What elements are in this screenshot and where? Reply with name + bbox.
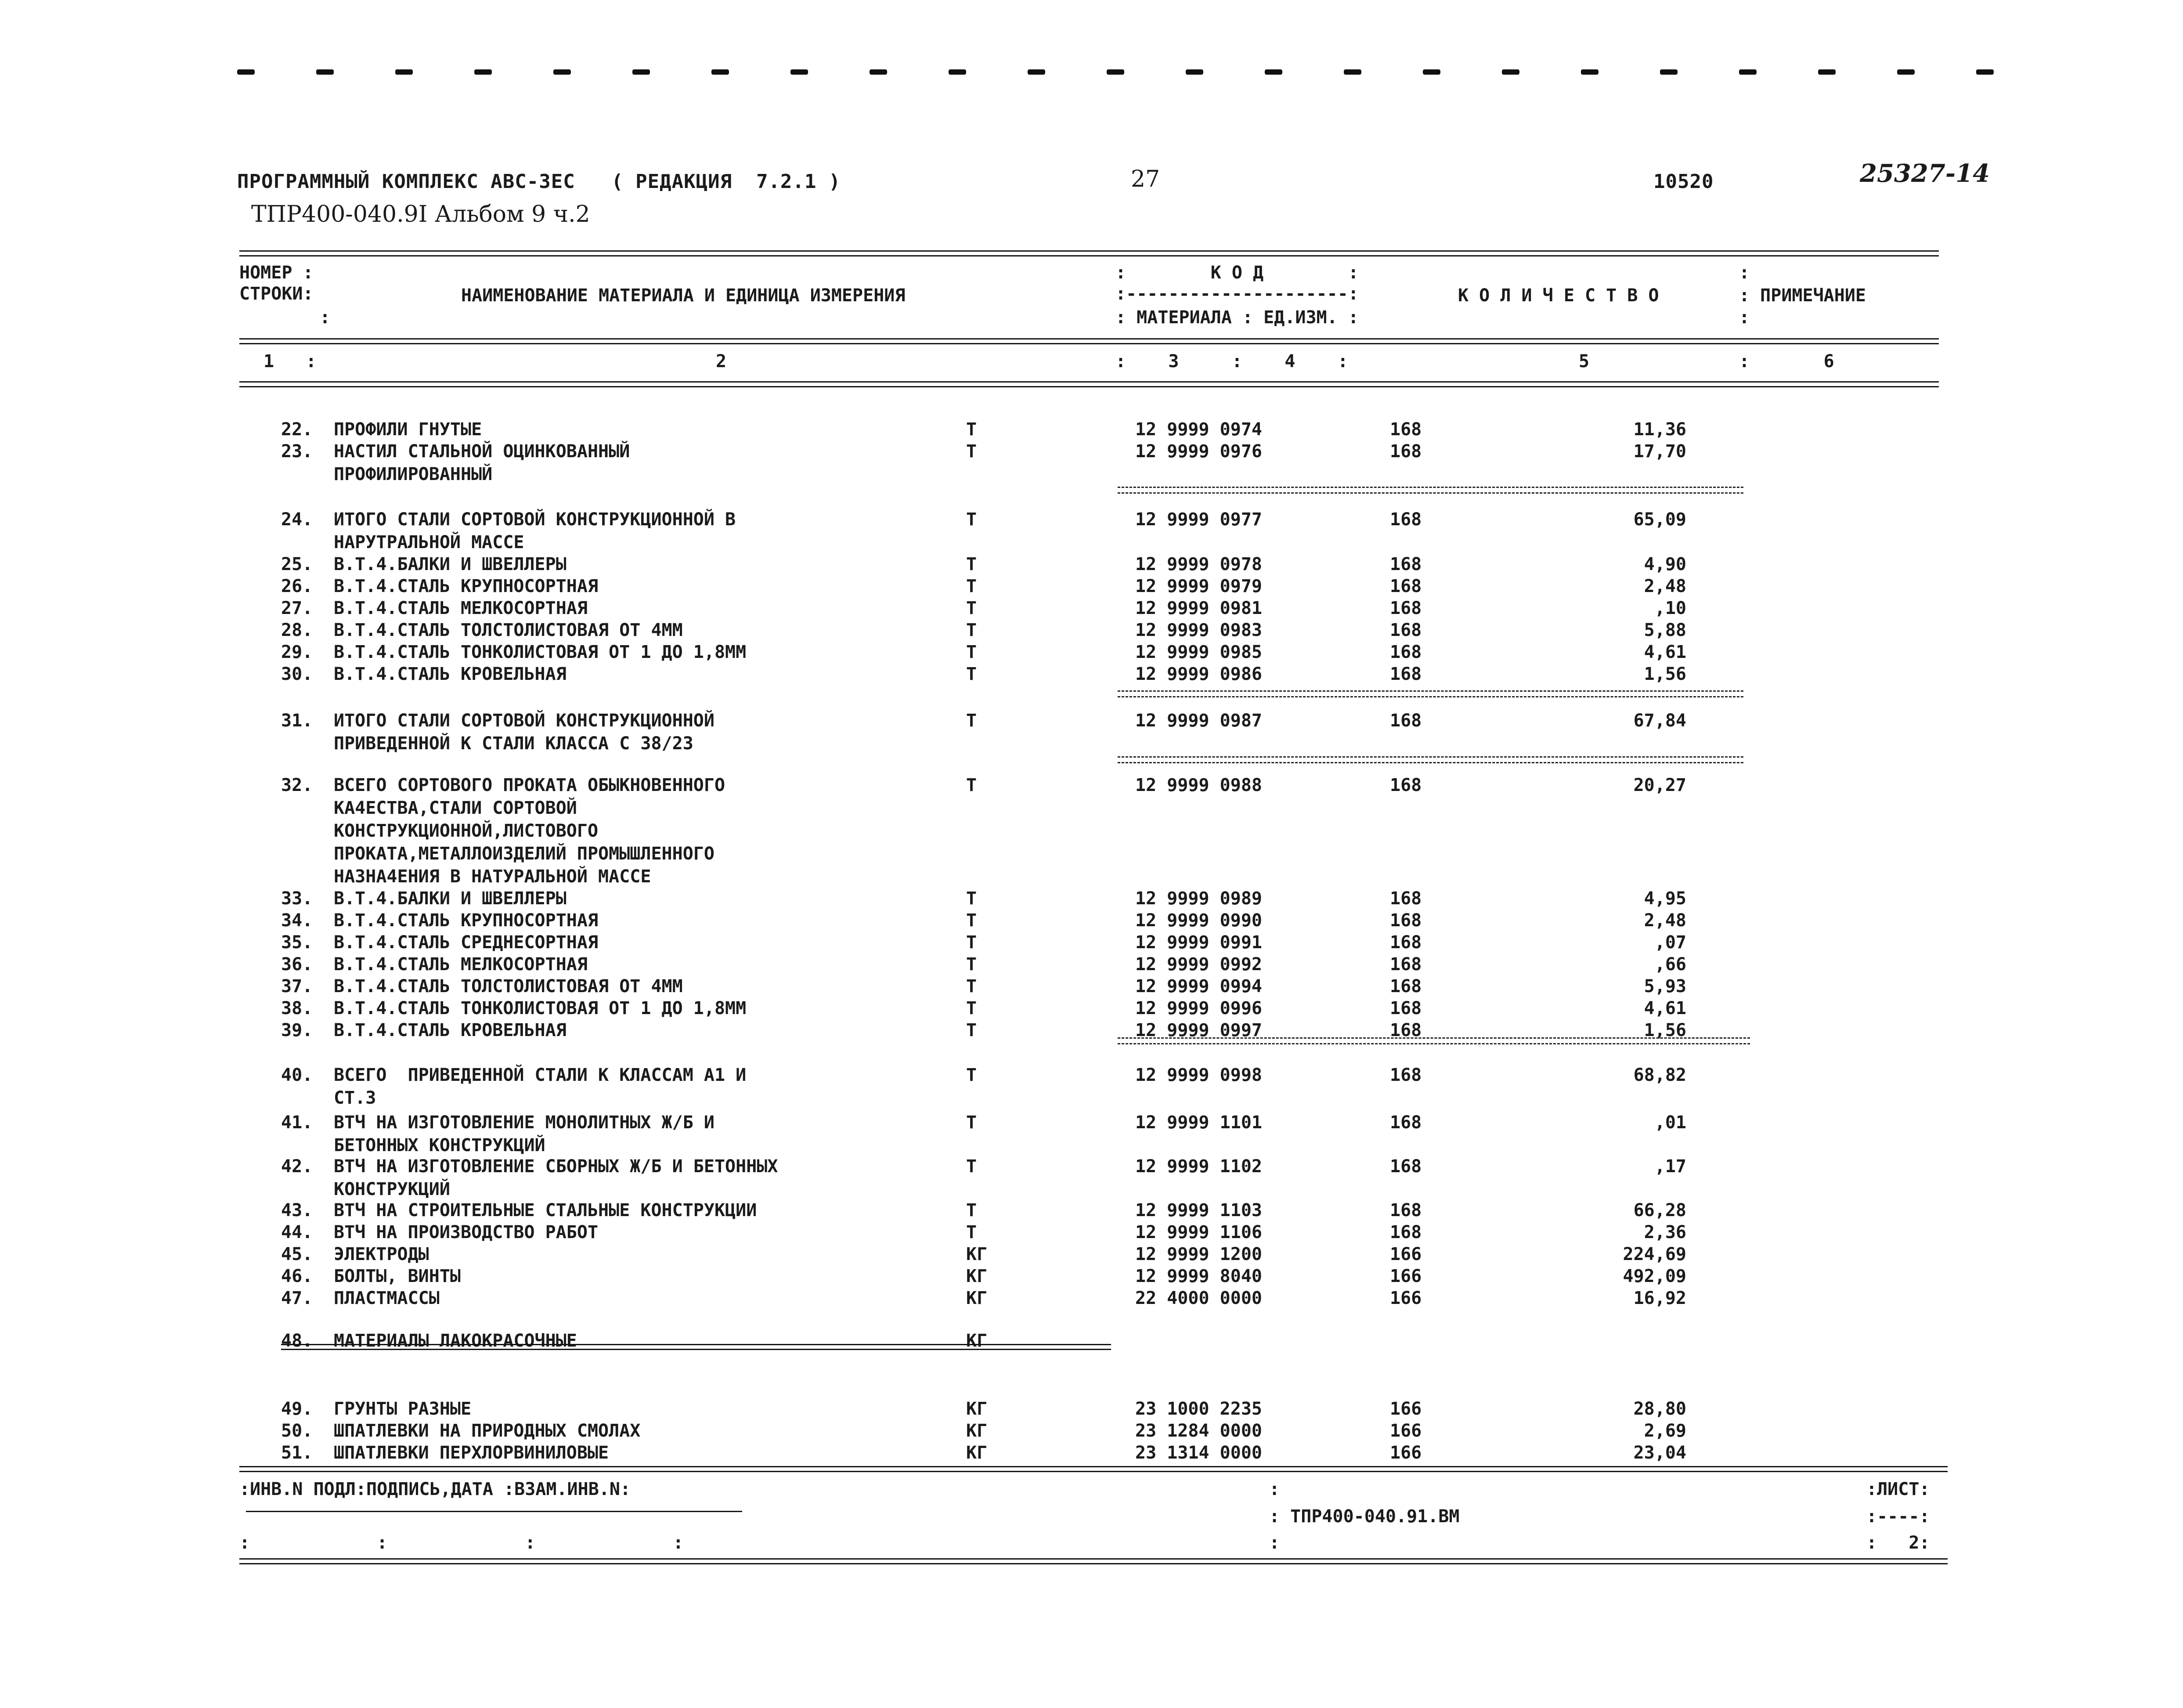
material-name: ПРИВЕДЕННОЙ К СТАЛИ КЛАССА С 38/23	[334, 733, 693, 754]
unit-code: 168	[1390, 1020, 1422, 1040]
material-name: В.Т.4.СТАЛЬ ТОЛСТОЛИСТОВАЯ ОТ 4ММ	[334, 620, 683, 640]
row-number: 22.	[281, 419, 313, 440]
unit: Т	[966, 554, 977, 574]
quantity: 224,69	[1623, 1244, 1686, 1264]
col-rowno-3: :	[320, 307, 331, 328]
quantity: 66,28	[1633, 1200, 1686, 1221]
page-number: 27	[1131, 166, 1160, 192]
material-name: В.Т.4.БАЛКИ И ШВЕЛЛЕРЫ	[334, 554, 566, 574]
unit: Т	[966, 642, 977, 662]
unit-code: 166	[1390, 1399, 1422, 1419]
material-name: В.Т.4.СТАЛЬ КРОВЕЛЬНАЯ	[334, 1020, 566, 1040]
header-bottom-rule	[239, 381, 1939, 387]
subtotal-rule-40	[1118, 1037, 1750, 1044]
quantity: ,17	[1654, 1156, 1686, 1177]
section-rule-48	[281, 1344, 1111, 1350]
col-code-subheader: : МАТЕРИАЛА : ЕД.ИЗМ. :	[1115, 307, 1359, 328]
row-number: 44.	[281, 1222, 313, 1242]
quantity: ,07	[1654, 932, 1686, 953]
material-name: ВТЧ НА ПРОИЗВОДСТВО РАБОТ	[334, 1222, 599, 1242]
material-code: 12 9999 1102	[1135, 1156, 1262, 1177]
material-code: 23 1000 2235	[1135, 1399, 1262, 1419]
material-code: 12 9999 0974	[1135, 419, 1262, 440]
quantity: 28,80	[1633, 1399, 1686, 1419]
col-quantity-separator: :	[1739, 263, 1750, 283]
material-name: В.Т.4.СТАЛЬ ТОНКОЛИСТОВАЯ ОТ 1 ДО 1,8ММ	[334, 642, 747, 662]
album-title: ТПР400-040.9I Альбом 9 ч.2	[251, 201, 590, 227]
material-name: БЕТОННЫХ КОНСТРУКЦИЙ	[334, 1135, 545, 1156]
row-number: 28.	[281, 620, 313, 640]
table-top-rule	[239, 250, 1939, 256]
material-name: ПЛАСТМАССЫ	[334, 1288, 440, 1308]
material-name: НАРУТРАЛЬНОЙ МАССЕ	[334, 532, 524, 552]
unit-code: 168	[1390, 775, 1422, 795]
row-number: 30.	[281, 664, 313, 684]
col-number-1: 1 :	[263, 351, 317, 372]
quantity: 2,69	[1644, 1421, 1686, 1441]
material-code: 12 9999 0983	[1135, 620, 1262, 640]
stamp-signatures: :ИНВ.N ПОДЛ:ПОДПИСЬ,ДАТА :ВЗАМ.ИНВ.N:	[239, 1479, 631, 1499]
col-code-header: : К О Д :	[1115, 263, 1359, 283]
unit-code: 166	[1390, 1288, 1422, 1308]
material-name: В.Т.4.БАЛКИ И ШВЕЛЛЕРЫ	[334, 888, 566, 909]
subtotal-rule-24	[1118, 487, 1743, 494]
material-name: ШПАТЛЕВКИ НА ПРИРОДНЫХ СМОЛАХ	[334, 1421, 641, 1441]
row-number: 23.	[281, 441, 313, 462]
unit-code: 168	[1390, 711, 1422, 731]
col-quantity-header: К О Л И Ч Е С Т В О	[1458, 285, 1659, 306]
material-name: КОНСТРУКЦИЙ	[334, 1179, 450, 1199]
row-number: 40.	[281, 1065, 313, 1085]
material-name: ГРУНТЫ РАЗНЫЕ	[334, 1399, 472, 1419]
material-code: 22 4000 0000	[1135, 1288, 1262, 1308]
unit-code: 168	[1390, 1112, 1422, 1133]
material-name: НАСТИЛ СТАЛЬНОЙ ОЦИНКОВАННЫЙ	[334, 441, 630, 462]
material-name: ВТЧ НА СТРОИТЕЛЬНЫЕ СТАЛЬНЫЕ КОНСТРУКЦИИ	[334, 1200, 757, 1221]
material-code: 12 9999 0994	[1135, 976, 1262, 997]
col-number-6: : 6	[1739, 351, 1834, 372]
col-name-header: НАИМЕНОВАНИЕ МАТЕРИАЛА И ЕДИНИЦА ИЗМЕРЕНИЯ	[461, 285, 906, 306]
material-name: ПРОФИЛИ ГНУТЫЕ	[334, 419, 482, 440]
unit-code: 168	[1390, 932, 1422, 953]
quantity: 4,95	[1644, 888, 1686, 909]
row-number: 33.	[281, 888, 313, 909]
material-code: 12 9999 0998	[1135, 1065, 1262, 1085]
quantity: 2,48	[1644, 576, 1686, 596]
quantity: 65,09	[1633, 509, 1686, 530]
quantity: 4,61	[1644, 642, 1686, 662]
unit: КГ	[966, 1244, 988, 1264]
quantity: 11,36	[1633, 419, 1686, 440]
material-name: В.Т.4.СТАЛЬ МЕЛКОСОРТНАЯ	[334, 598, 588, 618]
row-number: 45.	[281, 1244, 313, 1264]
quantity: 20,27	[1633, 775, 1686, 795]
quantity: ,66	[1654, 954, 1686, 975]
header-mid-rule	[239, 338, 1939, 344]
unit: Т	[966, 664, 977, 684]
col-rowno-1: НОМЕР :	[239, 263, 314, 283]
material-code: 12 9999 0979	[1135, 576, 1262, 596]
material-name: ВТЧ НА ИЗГОТОВЛЕНИЕ СБОРНЫХ Ж/Б И БЕТОННЫХ	[334, 1156, 778, 1177]
unit-code: 168	[1390, 441, 1422, 462]
quantity: 23,04	[1633, 1443, 1686, 1463]
unit: КГ	[966, 1266, 988, 1286]
quantity: 1,56	[1644, 1020, 1686, 1040]
row-number: 29.	[281, 642, 313, 662]
unit-code: 166	[1390, 1266, 1422, 1286]
unit: Т	[966, 576, 977, 596]
col-number-3-4: : 3 : 4 :	[1115, 351, 1348, 372]
stamp-cells: : : : :	[239, 1533, 684, 1553]
row-number: 41.	[281, 1112, 313, 1133]
unit-code: 168	[1390, 976, 1422, 997]
material-code: 12 9999 0981	[1135, 598, 1262, 618]
material-name: ПРОКАТА,МЕТАЛЛОИЗДЕЛИЙ ПРОМЫШЛЕННОГО	[334, 844, 714, 864]
unit: КГ	[966, 1288, 988, 1308]
quantity: 68,82	[1633, 1065, 1686, 1085]
material-code: 12 9999 0985	[1135, 642, 1262, 662]
material-code: 12 9999 1101	[1135, 1112, 1262, 1133]
material-code: 12 9999 0989	[1135, 888, 1262, 909]
unit-code: 168	[1390, 620, 1422, 640]
material-code: 12 9999 0996	[1135, 998, 1262, 1018]
unit: Т	[966, 1112, 977, 1133]
material-code: 12 9999 8040	[1135, 1266, 1262, 1286]
row-number: 27.	[281, 598, 313, 618]
unit: Т	[966, 1065, 977, 1085]
material-name: ИТОГО СТАЛИ СОРТОВОЙ КОНСТРУКЦИОННОЙ	[334, 711, 714, 731]
row-number: 50.	[281, 1421, 313, 1441]
unit-code: 168	[1390, 1200, 1422, 1221]
footer-bottom-rule	[239, 1558, 1948, 1564]
material-code: 12 9999 0976	[1135, 441, 1262, 462]
material-code: 12 9999 0986	[1135, 664, 1262, 684]
unit: Т	[966, 1020, 977, 1040]
material-name: НАЗНА4ЕНИЯ В НАТУРАЛЬНОЙ МАССЕ	[334, 867, 651, 887]
material-name: ВТЧ НА ИЗГОТОВЛЕНИЕ МОНОЛИТНЫХ Ж/Б И	[334, 1112, 714, 1133]
material-code: 23 1314 0000	[1135, 1443, 1262, 1463]
unit-code: 168	[1390, 576, 1422, 596]
col-number-2: 2	[716, 351, 727, 372]
sheet-divider: :----:	[1866, 1506, 1930, 1527]
row-number: 32.	[281, 775, 313, 795]
col-rowno-2: СТРОКИ:	[239, 284, 314, 304]
unit-code: 168	[1390, 888, 1422, 909]
unit-code: 168	[1390, 642, 1422, 662]
material-code: 12 9999 0997	[1135, 1020, 1262, 1040]
row-number: 36.	[281, 954, 313, 975]
quantity: 1,56	[1644, 664, 1686, 684]
stamp-divider	[246, 1511, 742, 1512]
unit-code: 166	[1390, 1421, 1422, 1441]
material-code: 12 9999 0978	[1135, 554, 1262, 574]
unit: Т	[966, 954, 977, 975]
col-note-separator: :	[1739, 307, 1750, 328]
unit-code: 166	[1390, 1244, 1422, 1264]
material-code: 12 9999 0991	[1135, 932, 1262, 953]
quantity: 2,36	[1644, 1222, 1686, 1242]
material-name: КОНСТРУКЦИОННОЙ,ЛИСТОВОГО	[334, 821, 599, 841]
material-name: ВСЕГО ПРИВЕДЕННОЙ СТАЛИ К КЛАССАМ А1 И	[334, 1065, 747, 1085]
unit-code: 168	[1390, 509, 1422, 530]
unit-code: 168	[1390, 419, 1422, 440]
row-number: 39.	[281, 1020, 313, 1040]
doc-reference: : ТПР400-040.91.ВМ	[1269, 1506, 1460, 1527]
unit: Т	[966, 976, 977, 997]
unit: Т	[966, 932, 977, 953]
footer-top-rule	[239, 1466, 1948, 1472]
unit-code: 168	[1390, 598, 1422, 618]
material-name: СТ.3	[334, 1088, 376, 1108]
material-name: ПРОФИЛИРОВАННЫЙ	[334, 464, 493, 484]
unit-code: 168	[1390, 554, 1422, 574]
col-number-5: 5	[1579, 351, 1590, 372]
material-name: ИТОГО СТАЛИ СОРТОВОЙ КОНСТРУКЦИОННОЙ В	[334, 509, 736, 530]
unit: КГ	[966, 1331, 988, 1351]
sheet-label: :ЛИСТ:	[1866, 1479, 1930, 1499]
material-name: В.Т.4.СТАЛЬ МЕЛКОСОРТНАЯ	[334, 954, 588, 975]
unit-code: 168	[1390, 1222, 1422, 1242]
unit: Т	[966, 998, 977, 1018]
material-name: В.Т.4.СТАЛЬ ТОНКОЛИСТОВАЯ ОТ 1 ДО 1,8ММ	[334, 998, 747, 1018]
unit-code: 168	[1390, 998, 1422, 1018]
unit-code: 166	[1390, 1443, 1422, 1463]
handwritten-number: 25327-14	[1860, 159, 1990, 188]
material-name: ШПАТЛЕВКИ ПЕРХЛОРВИНИЛОВЫЕ	[334, 1443, 609, 1463]
row-number: 34.	[281, 910, 313, 931]
quantity: 4,90	[1644, 554, 1686, 574]
row-number: 43.	[281, 1200, 313, 1221]
material-name: В.Т.4.СТАЛЬ КРОВЕЛЬНАЯ	[334, 664, 566, 684]
unit: Т	[966, 620, 977, 640]
subtotal-rule-32	[1118, 756, 1743, 763]
material-code: 12 9999 0990	[1135, 910, 1262, 931]
material-name: В.Т.4.СТАЛЬ СРЕДНЕСОРТНАЯ	[334, 932, 599, 953]
quantity: 67,84	[1633, 711, 1686, 731]
unit-code: 168	[1390, 910, 1422, 931]
material-name: В.Т.4.СТАЛЬ КРУПНОСОРТНАЯ	[334, 576, 599, 596]
material-name: В.Т.4.СТАЛЬ ТОЛСТОЛИСТОВАЯ ОТ 4ММ	[334, 976, 683, 997]
material-name: В.Т.4.СТАЛЬ КРУПНОСОРТНАЯ	[334, 910, 599, 931]
row-number: 25.	[281, 554, 313, 574]
unit-code: 168	[1390, 664, 1422, 684]
row-number: 42.	[281, 1156, 313, 1177]
quantity: 5,93	[1644, 976, 1686, 997]
unit: Т	[966, 888, 977, 909]
unit: Т	[966, 441, 977, 462]
material-name: МАТЕРИАЛЫ ЛАКОКРАСОЧНЫЕ	[334, 1331, 577, 1351]
row-number: 48.	[281, 1331, 313, 1351]
unit: Т	[966, 1200, 977, 1221]
quantity: ,01	[1654, 1112, 1686, 1133]
material-code: 12 9999 1200	[1135, 1244, 1262, 1264]
perforation-marks	[237, 69, 1994, 76]
program-title: ПРОГРАММНЫЙ КОМПЛЕКС АВС-3ЕС ( РЕДАКЦИЯ 7.2.1 )	[237, 170, 841, 193]
unit: КГ	[966, 1443, 988, 1463]
row-number: 47.	[281, 1288, 313, 1308]
unit: Т	[966, 775, 977, 795]
material-name: БОЛТЫ, ВИНТЫ	[334, 1266, 461, 1286]
material-code: 12 9999 1106	[1135, 1222, 1262, 1242]
quantity: 5,88	[1644, 620, 1686, 640]
material-name: ВСЕГО СОРТОВОГО ПРОКАТА ОБЫКНОВЕННОГО	[334, 775, 725, 795]
row-number: 38.	[281, 998, 313, 1018]
unit-code: 168	[1390, 954, 1422, 975]
unit-code: 168	[1390, 1065, 1422, 1085]
row-number: 37.	[281, 976, 313, 997]
material-code: 12 9999 0988	[1135, 775, 1262, 795]
quantity: ,10	[1654, 598, 1686, 618]
col-note-header: : ПРИМЕЧАНИЕ	[1739, 285, 1866, 306]
unit: КГ	[966, 1421, 988, 1441]
unit: Т	[966, 509, 977, 530]
row-number: 49.	[281, 1399, 313, 1419]
material-code: 12 9999 0987	[1135, 711, 1262, 731]
col-code-divider: :---------------------:	[1115, 284, 1359, 304]
material-code: 12 9999 1103	[1135, 1200, 1262, 1221]
unit: Т	[966, 910, 977, 931]
doc-ref-separator-bottom: :	[1269, 1533, 1280, 1553]
doc-code: 10520	[1653, 170, 1714, 193]
unit-code: 168	[1390, 1156, 1422, 1177]
material-name: ЭЛЕКТРОДЫ	[334, 1244, 429, 1264]
row-number: 31.	[281, 711, 313, 731]
row-number: 35.	[281, 932, 313, 953]
material-code: 12 9999 0992	[1135, 954, 1262, 975]
unit: Т	[966, 1222, 977, 1242]
row-number: 26.	[281, 576, 313, 596]
quantity: 16,92	[1633, 1288, 1686, 1308]
unit: КГ	[966, 1399, 988, 1419]
subtotal-rule-31	[1118, 690, 1743, 697]
unit: Т	[966, 1156, 977, 1177]
quantity: 492,09	[1623, 1266, 1686, 1286]
unit: Т	[966, 711, 977, 731]
row-number: 51.	[281, 1443, 313, 1463]
material-name: КА4ЕСТВА,СТАЛИ СОРТОВОЙ	[334, 798, 577, 818]
quantity: 2,48	[1644, 910, 1686, 931]
material-code: 23 1284 0000	[1135, 1421, 1262, 1441]
unit: Т	[966, 419, 977, 440]
row-number: 24.	[281, 509, 313, 530]
quantity: 17,70	[1633, 441, 1686, 462]
unit: Т	[966, 598, 977, 618]
sheet-number: : 2:	[1866, 1533, 1930, 1553]
row-number: 46.	[281, 1266, 313, 1286]
quantity: 4,61	[1644, 998, 1686, 1018]
doc-ref-separator-top: :	[1269, 1479, 1280, 1499]
material-code: 12 9999 0977	[1135, 509, 1262, 530]
